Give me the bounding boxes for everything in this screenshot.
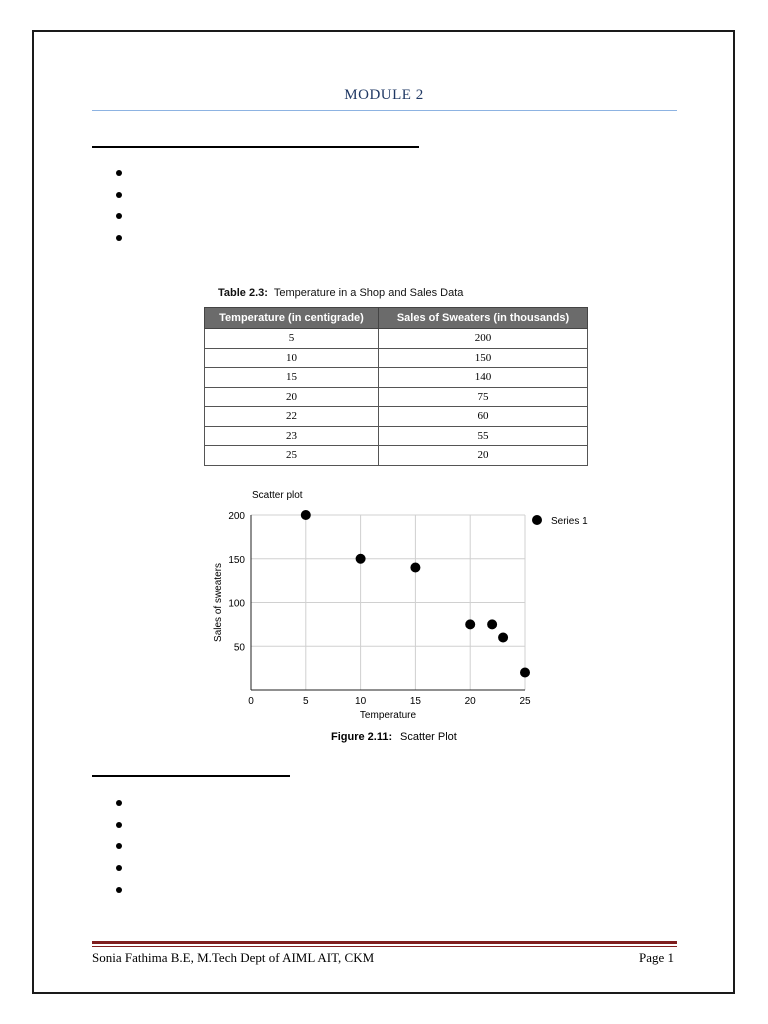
scatter-point [301,510,311,520]
table-cell: 75 [379,387,588,407]
footer-page-number: Page 1 [638,950,674,965]
scatter-chart-container [200,480,600,754]
section-2-heading-rule [92,775,290,777]
scatter-point [410,563,420,573]
table-row [205,387,588,407]
y-tick-label: 200 [228,511,245,522]
x-tick-label: 0 [248,696,254,707]
table-header-sales: Sales of Sweaters (in thousands) [379,308,588,329]
table-cell: 60 [379,407,588,427]
table-row [205,426,588,446]
data-table [204,307,588,466]
footer-rule-thick [92,941,677,944]
table-caption-text: Temperature in a Shop and Sales Data [273,287,464,299]
y-tick-label: 100 [228,598,245,610]
scatter-point [356,554,366,564]
table-cell: 150 [379,348,588,368]
table-cell: 10 [205,348,379,368]
table-cell: 55 [379,426,588,446]
legend-marker [532,515,542,525]
scatter-chart [200,480,600,750]
table-row [205,446,588,466]
x-tick-label: 15 [409,696,421,707]
table-cell: 25 [205,446,379,466]
x-tick-label: 10 [355,696,367,707]
table-caption [218,287,463,299]
footer-author: Sonia Fathima B.E, M.Tech Dept of AIML AIT, CKM [92,950,375,965]
x-axis-label: Temperature [359,710,417,721]
y-tick-label: 50 [233,642,245,654]
scatter-point [520,668,530,678]
x-tick-label: 25 [519,696,531,707]
table-cell: 23 [205,426,379,446]
legend-label: Series 1 [551,516,588,527]
scatter-point [498,633,508,643]
table-cell: 200 [379,329,588,349]
table-header-row [205,308,588,329]
table-row [205,368,588,388]
table-cell: 20 [379,446,588,466]
table-header-temperature: Temperature (in centigrade) [205,308,379,329]
header-rule [92,110,677,111]
page-header-title: MODULE 2 [344,87,424,103]
scatter-point [487,619,497,629]
table-cell: 15 [205,368,379,388]
y-axis-label: Sales of sweaters [213,563,224,642]
figure-caption-label: Figure 2.11: [331,731,393,743]
x-tick-label: 20 [464,696,476,707]
table-cell: 20 [205,387,379,407]
figure-caption-text: Scatter Plot [400,731,457,743]
table-cell: 22 [205,407,379,427]
y-tick-label: 150 [228,554,245,566]
chart-title: Scatter plot [252,490,303,501]
section-1-heading-rule [92,146,419,148]
table-row [205,407,588,427]
table-cell: 140 [379,368,588,388]
table-row [205,348,588,368]
x-tick-label: 5 [303,696,309,707]
scatter-point [465,619,475,629]
footer-rule-thin [92,946,677,947]
table-caption-label: Table 2.3: [218,287,268,299]
table-row [205,329,588,349]
table-cell: 5 [205,329,379,349]
